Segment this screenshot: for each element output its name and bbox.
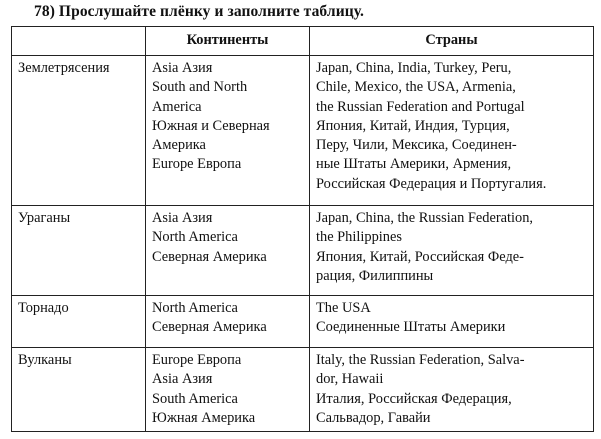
continent-line: Europe Европа (152, 352, 242, 368)
continent-line: Asia Азия (152, 210, 213, 226)
continents-cell (146, 296, 310, 348)
countries-cell (310, 296, 594, 348)
table-header-row (12, 27, 594, 56)
category-cell (12, 206, 146, 296)
continent-line: Asia Азия (152, 60, 213, 76)
country-line: Япония, Китай, Индия, Турция, (316, 117, 510, 134)
continents-cell (146, 56, 310, 206)
continents-cell (146, 348, 310, 432)
continent-line: America (152, 98, 202, 115)
continent-line: Южная и Северная (152, 117, 270, 134)
country-line: Соединенные Штаты Америки (316, 319, 506, 336)
country-line: Перу, Чили, Мексика, Соединен- (316, 137, 517, 154)
table-row-volcanoes (12, 348, 594, 432)
continent-line: Америка (152, 137, 206, 154)
countries-cell (310, 56, 594, 206)
continent-line: Europe Европа (152, 156, 242, 173)
continent-line: Южная Америка (152, 409, 256, 426)
disasters-table (11, 26, 594, 432)
exercise-heading: 78) Прослушайте плёнку и заполните таблицу. (34, 3, 365, 20)
countries-cell (310, 206, 594, 296)
continents-cell (146, 206, 310, 296)
category-label: Ураганы (18, 210, 71, 226)
countries-cell (310, 348, 594, 432)
category-label: Землетрясения (18, 60, 110, 76)
country-line: Италия, Российская Федерация, (316, 390, 512, 407)
continent-line: Северная Америка (152, 319, 267, 336)
header-continents: Континенты (146, 27, 310, 56)
country-line: ные Штаты Америки, Армения, (316, 156, 512, 173)
category-label: Вулканы (18, 352, 72, 368)
country-line: the Russian Federation and Portugal (316, 98, 525, 115)
country-line: Сальвадор, Гавайи (316, 409, 431, 426)
table-row-hurricanes (12, 206, 594, 296)
category-label: Торнадо (18, 300, 69, 316)
category-cell (12, 348, 146, 432)
category-cell (12, 56, 146, 206)
country-line: dor, Hawaii (316, 371, 384, 388)
country-line: Japan, China, the Russian Federation, (316, 210, 534, 226)
continent-line: South and North (152, 79, 248, 96)
continent-line: Asia Азия (152, 371, 213, 388)
country-line: Japan, China, India, Turkey, Peru, (316, 60, 512, 76)
header-countries: Страны (310, 27, 594, 56)
table-row-tornadoes (12, 296, 594, 348)
country-line: рация, Филиппины (316, 267, 434, 284)
continent-line: South America (152, 390, 238, 407)
table-row-earthquakes (12, 56, 594, 206)
category-cell (12, 296, 146, 348)
header-empty (12, 27, 146, 56)
continent-line: North America (152, 229, 238, 246)
country-line: Chile, Mexico, the USA, Armenia, (316, 79, 516, 96)
continent-line: North America (152, 300, 238, 316)
country-line: the Philippines (316, 229, 402, 246)
continent-line: Северная Америка (152, 248, 267, 265)
country-line: Япония, Китай, Российская Феде- (316, 248, 524, 265)
country-line: The USA (316, 300, 371, 316)
country-line: Italy, the Russian Federation, Salva- (316, 352, 525, 368)
country-line: Российская Федерация и Португалия. (316, 175, 547, 192)
